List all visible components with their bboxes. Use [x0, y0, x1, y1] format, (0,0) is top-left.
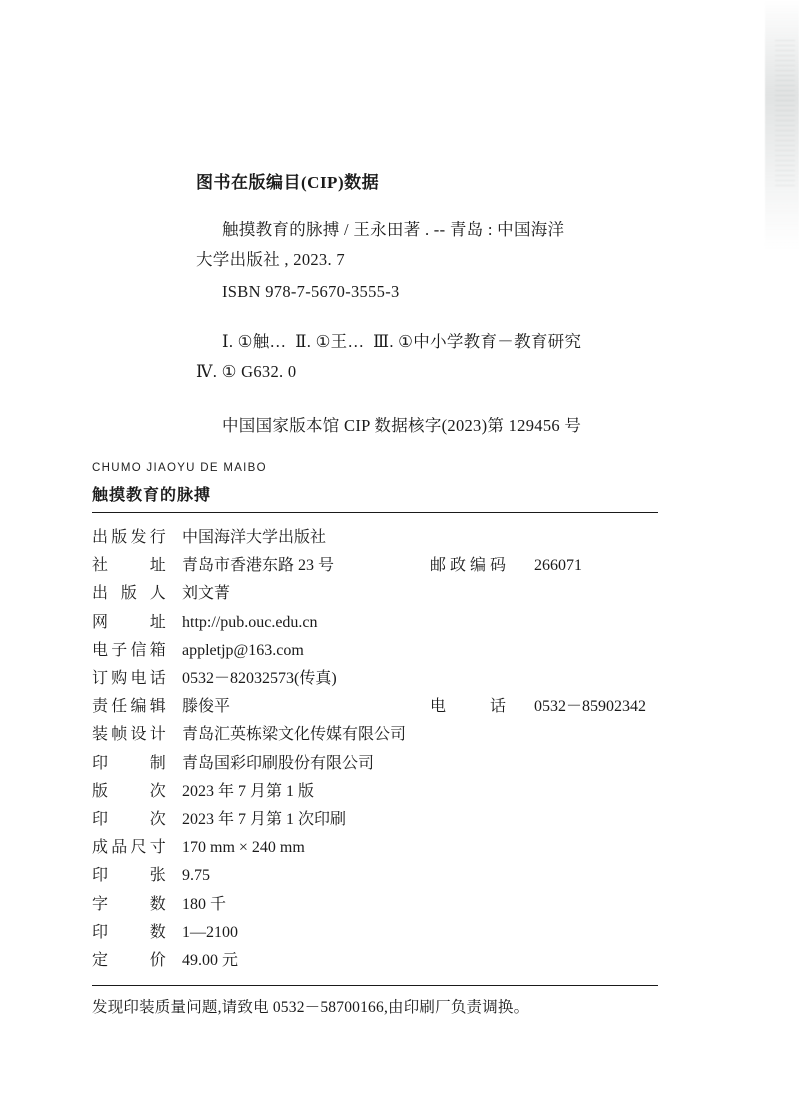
row-value-2: [534, 778, 658, 806]
table-row: [92, 693, 658, 721]
imprint-table: [92, 524, 658, 975]
cip-line-1: 触摸教育的脉搏 / 王永田著 . -- 青岛 : 中国海洋: [222, 220, 565, 239]
row-label-2: [430, 524, 534, 552]
cip-line-2: 大学出版社 , 2023. 7: [196, 250, 345, 269]
row-label: [92, 778, 182, 806]
row-label: [92, 693, 182, 721]
row-label-text: 出 版 人: [92, 585, 166, 603]
row-value-2: [534, 721, 658, 749]
row-label-2-text: 邮政编码: [429, 557, 506, 575]
row-label-text: 电子信箱: [92, 641, 166, 659]
row-label-text: 装帧设计: [92, 726, 166, 744]
row-label-2: [430, 778, 534, 806]
row-value: 滕俊平: [182, 698, 231, 716]
row-label-2-text: 电 话: [429, 698, 506, 716]
cip-classification-2: Ⅳ. ① G632. 0: [196, 362, 297, 381]
row-value-2: [534, 834, 658, 862]
row-value: 中国海洋大学出版社: [182, 529, 327, 546]
row-value: 青岛市香港东路 23 号: [182, 557, 335, 575]
row-value[interactable]: http://pub.ouc.edu.cn: [182, 613, 318, 631]
row-label: [92, 919, 182, 947]
table-row: [92, 778, 658, 806]
cip-heading: 图书在版编目(CIP)数据: [196, 173, 380, 192]
row-label: [92, 891, 182, 919]
row-label: [92, 834, 182, 862]
row-label: [92, 721, 182, 749]
row-value-2: [534, 806, 658, 834]
cip-classification-1: Ⅰ. ①触… Ⅱ. ①王… Ⅲ. ①中小学教育－教育研究: [222, 332, 582, 351]
row-label: [92, 609, 182, 637]
row-label-2: [430, 693, 534, 721]
row-value-2: [534, 862, 658, 890]
table-row: [92, 806, 658, 834]
row-value-2: [534, 665, 658, 693]
row-label: [92, 665, 182, 693]
table-row: [92, 834, 658, 862]
row-value: 2023 年 7 月第 1 次印刷: [182, 811, 347, 829]
decorative-edge-artwork: [765, 0, 799, 250]
row-label-2: [430, 947, 534, 975]
row-value-2: [534, 891, 658, 919]
table-row: [92, 609, 658, 637]
row-value[interactable]: appletjp@163.com: [182, 641, 304, 659]
row-label-text: 印 数: [92, 923, 166, 941]
row-value-2: 0532－85902342: [533, 698, 646, 716]
divider-bottom: [92, 985, 658, 986]
row-label-text: 成品尺寸: [92, 839, 166, 857]
row-label-2: [430, 580, 534, 608]
table-row: [92, 524, 658, 552]
row-label-2: [430, 919, 534, 947]
cip-block: [196, 168, 666, 441]
row-value: 9.75: [182, 867, 210, 885]
row-label: [92, 580, 182, 608]
row-label-text: 版 次: [92, 782, 166, 800]
row-label-2: [430, 552, 534, 580]
row-value: 170 mm × 240 mm: [182, 839, 305, 857]
table-row: [92, 721, 658, 749]
cip-isbn: ISBN 978-7-5670-3555-3: [222, 282, 400, 301]
row-label-text: 社 址: [92, 557, 166, 575]
row-label-2: [430, 721, 534, 749]
quality-notice: 发现印装质量问题,请致电 0532－58700166,由印刷厂负责调换。: [92, 999, 530, 1017]
row-value-2: [534, 524, 658, 552]
row-value: 青岛汇英栋梁文化传媒有限公司: [182, 726, 407, 744]
row-label: [92, 750, 182, 778]
row-label: [92, 806, 182, 834]
table-row: [92, 552, 658, 580]
row-label-2: [430, 750, 534, 778]
table-row: [92, 750, 658, 778]
row-value-2: [534, 947, 658, 975]
row-label-text: 定 价: [92, 952, 166, 970]
cip-registry-number: 中国国家版本馆 CIP 数据核字(2023)第 129456 号: [222, 416, 582, 435]
row-value: 刘文菁: [182, 585, 231, 603]
row-label-2: [430, 862, 534, 890]
row-label: [92, 552, 182, 580]
pinyin-title: CHUMO JIAOYU DE MAIBO: [92, 462, 267, 474]
row-value-2: [534, 919, 658, 947]
row-label: [92, 637, 182, 665]
row-label-text: 订购电话: [92, 670, 166, 688]
row-label-text: 印 次: [92, 811, 166, 829]
book-title: 触摸教育的脉搏: [92, 487, 212, 504]
row-label-2: [430, 834, 534, 862]
row-value: 0532－82032573(传真): [182, 670, 337, 688]
row-value: 49.00 元: [182, 952, 239, 970]
row-label-2: [430, 609, 534, 637]
table-row: [92, 580, 658, 608]
row-value-2: [534, 750, 658, 778]
colophon-block: [92, 462, 658, 1017]
row-label-2: [430, 806, 534, 834]
row-label-text: 网 址: [92, 613, 166, 631]
table-row: [92, 637, 658, 665]
row-label: [92, 862, 182, 890]
table-row: [92, 665, 658, 693]
divider-top: [92, 512, 658, 513]
row-label-text: 责任编辑: [92, 698, 166, 716]
row-value-2: [534, 609, 658, 637]
row-label-2: [430, 665, 534, 693]
divider-bottom-wrap: [92, 985, 658, 986]
row-label: [92, 524, 182, 552]
table-row: [92, 891, 658, 919]
table-row: [92, 947, 658, 975]
row-label-text: 出版发行: [92, 529, 166, 546]
table-row: [92, 919, 658, 947]
row-label-text: 字 数: [92, 895, 166, 913]
row-value: 青岛国彩印刷股份有限公司: [182, 754, 375, 772]
row-value: 180 千: [182, 895, 227, 913]
row-label-2: [430, 637, 534, 665]
row-label-text: 印 制: [92, 754, 166, 772]
row-label: [92, 947, 182, 975]
row-label-2: [430, 891, 534, 919]
row-value-2: [534, 637, 658, 665]
row-value-2: [534, 580, 658, 608]
row-value: 1—2100: [182, 923, 238, 941]
table-row: [92, 862, 658, 890]
row-label-text: 印 张: [92, 867, 166, 885]
row-value: 2023 年 7 月第 1 版: [182, 782, 315, 800]
row-value-2: 266071: [533, 557, 582, 575]
